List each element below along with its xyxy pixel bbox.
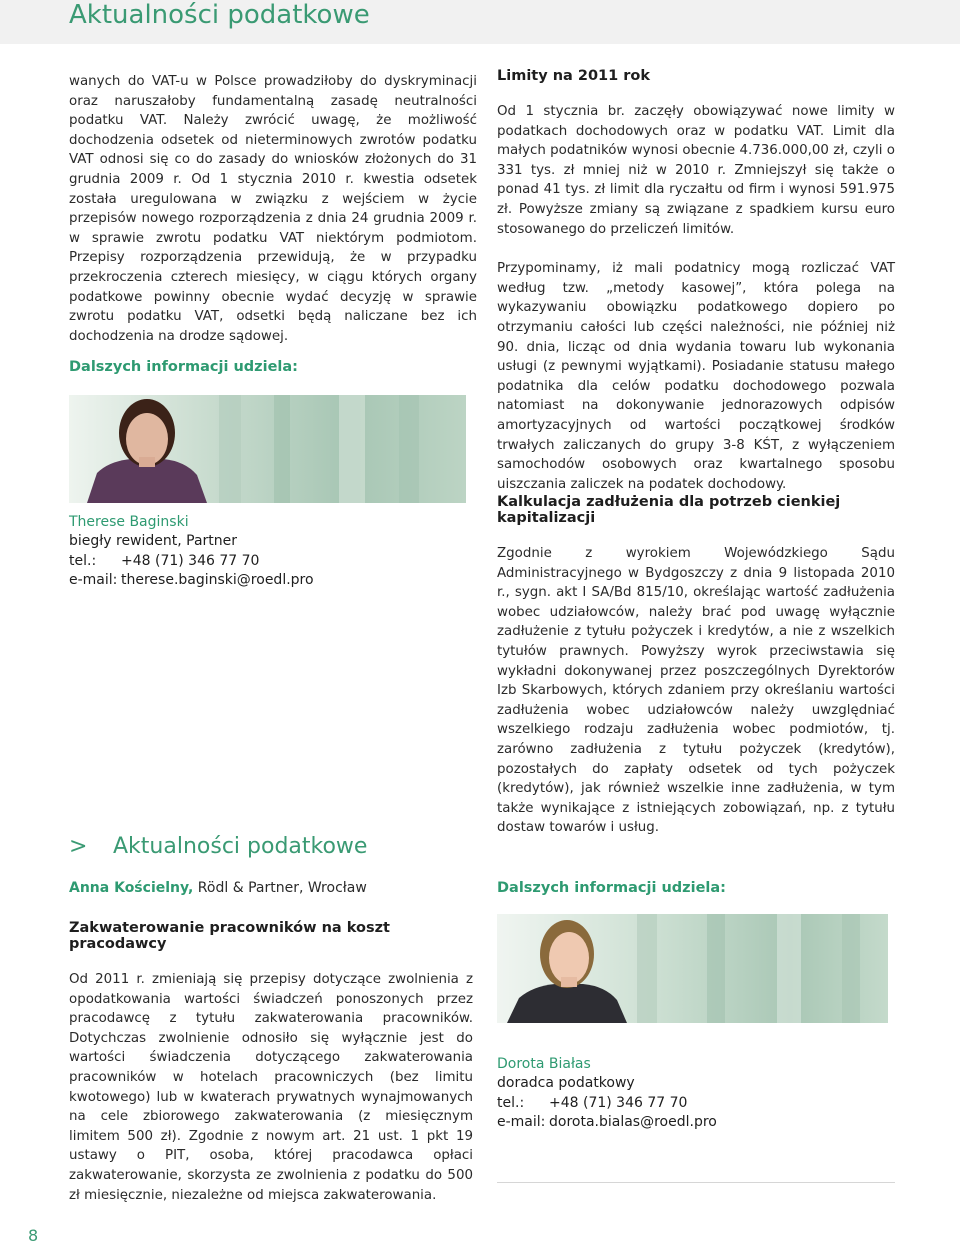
contact-card-dorota xyxy=(497,1055,857,1133)
info-heading-2: Dalszych informacji udziela: xyxy=(497,880,726,896)
page-number: 8 xyxy=(28,1226,39,1245)
email-label: e-mail: xyxy=(497,1114,546,1130)
contact-role: biegły rewident, Partner xyxy=(69,533,238,549)
tel-label: tel.: xyxy=(69,552,97,569)
right-column xyxy=(497,68,895,494)
contact-tel: +48 (71) 346 77 70 xyxy=(121,552,260,569)
contact-name: Dorota Białas xyxy=(497,1056,591,1072)
capital-block xyxy=(497,494,895,838)
contact-card-therese xyxy=(69,513,429,591)
article-author xyxy=(69,880,477,896)
article-block xyxy=(69,920,473,1205)
contact-email-line xyxy=(497,1113,857,1133)
article-paragraph: Od 2011 r. zmieniają się przepisy dotyczące zwolnienia z opodatkowania wartości świadczeń ponoszonych przez pracodawcę z tytułu zakwaterowania pracowników. Dotychczas zwolnienie odnosiło się wyłącznie jest do wartości świadczenia dotyczącego zakwaterowania pracowników w hotelach pracowniczych (bez limitu kwotowego) lub w kwaterach prywatnych wynajmowanych na cele zbiorowego zakwaterowania (z miesięcznym limitem 500 zł). Zgodnie z nowym art. 21 ust. 1 pkt 19 ustawy o PIT, osoba, której pracodawca opłaci zakwaterowanie, skorzysta ze zwolnienia z podatku do 500 zł miesięcznie, niezależne od miejsca zakwaterowania. xyxy=(69,972,473,1203)
capital-heading: Kalkulacja zadłużenia dla potrzeb cienkiej kapitalizacji xyxy=(497,494,841,526)
section2-info-block xyxy=(497,880,895,896)
portrait-image xyxy=(497,914,888,1023)
contact-tel-line xyxy=(497,1094,857,1114)
article-heading: Zakwaterowanie pracowników na koszt pracodawcy xyxy=(69,920,390,952)
contact-name: Therese Baginski xyxy=(69,514,189,530)
left-paragraph: wanych do VAT-u w Polsce prowadziłoby do dyskryminacji oraz naruszałoby fundamentalną zasadę neutralności podatku VAT. Należy zwrócić uwagę, że możliwość dochodzenia odsetek od nieterminowych zwrotów podatku VAT odnosi się co do zasady do wniosków złożonych do 31 grudnia 2009 r. Od 1 stycznia 2010 r. kwestia odsetek została uregulowana w związku z wejściem w życie przepisów nowego rozporządzenia z dnia 24 grudnia 2009 r. w sprawie zwrotu podatku VAT niektórym podmiotom. Przepisy rozporządzenia przewidują, że w przypadku przekroczenia czterech miesięcy, w ciągu których organy podatkowe powinny obecnie wydać decyzję w sprawie zwrotu podatku VAT, odsetki będą naliczane bez ich dochodzenia na drodze sądowej. xyxy=(69,74,477,344)
portrait-image xyxy=(69,395,466,503)
contact-tel: +48 (71) 346 77 70 xyxy=(549,1094,688,1111)
contact-tel-line xyxy=(69,552,429,572)
section2-title-text: Aktualności podatkowe xyxy=(113,834,368,859)
contact-email-link[interactable]: dorota.bialas@roedl.pro xyxy=(549,1114,717,1130)
tel-label: tel.: xyxy=(497,1094,525,1111)
author-affiliation: Rödl & Partner, Wrocław xyxy=(193,880,367,896)
section2-title xyxy=(69,834,367,859)
page-title: Aktualności podatkowe xyxy=(69,0,370,30)
divider-line xyxy=(497,1182,895,1183)
author-name: Anna Kościelny, xyxy=(69,880,194,896)
chevron-right-icon: > xyxy=(69,834,88,859)
capital-paragraph: Zgodnie z wyrokiem Wojewódzkiego Sądu Administracyjnego w Bydgoszczy z dnia 9 listopada 2010 r., sygn. akt I SA/Bd 815/10, określając wartość zadłużenia wobec udziałowców, należy brać pod uwagę wyłącznie zadłużenie z tytułu pożyczek i kredytów, a nie z wszelkich tytułów prawnych. Powyższy wyrok przeciwstawia się wykładni dokonywanej przez poszczególnych Dyrektorów Izb Skarbowych, których zdaniem przy określaniu wartości zadłużenia wobec udziałowców należy uwzględniać wszelkiego rodzaju zadłużenia wobec podmiotów, tj. zarówno zadłużenia z tytułu pożyczek (kredytów), pozostałych do zapłaty odsetek od tych pożyczek (kredytów), jak również wszelkie inne zadłużenia, w tym także wynikające z istniejących zobowiązań, np. z tytułu dostaw towarów i usług. xyxy=(497,546,895,836)
limits-paragraph-1: Od 1 stycznia br. zaczęły obowiązywać nowe limity w podatkach dochodowych oraz w podatku VAT. Limit dla małych podatników wynosi obecnie 4.736.000,00 zł, czyli o 331 tys. zł mniej niż w 2010 r. Zmniejszył się także o ponad 41 tys. zł limit dla ryczałtu od firm i wynosi 591.975 zł. Powyższe zmiany są związane z spadkiem kursu euro stosowanego do przeliczeń limitów. xyxy=(497,104,895,237)
contact-photo-dorota xyxy=(497,914,888,1023)
limits-heading: Limity na 2011 rok xyxy=(497,68,651,84)
left-info-block xyxy=(69,359,477,375)
limits-paragraph-2: Przypominamy, iż mali podatnicy mogą rozliczać VAT według tzw. „metody kasowej”, która polega na wykazywaniu obowiązku podatkowego dopiero po otrzymaniu całości lub części należności, nie później niż 90. dnia, licząc od dnia wydania towaru lub wykonania usługi (z pewnymi wyjątkami). Posiadanie statusu małego podatnika dla celów podatku dochodowego pozwala natomiast na dokonywanie jednorazowych odpisów amortyzacyjnych od wartości początkowej środków trwałych zaliczanych do grupy 3-8 KŚT, z wyłączeniem samochodów osobowych oraz kwartalnego sposobu uiszczania zaliczek na podatek dochodowy. xyxy=(497,261,895,492)
contact-photo-therese xyxy=(69,395,466,503)
contact-role: doradca podatkowy xyxy=(497,1075,635,1091)
author-line xyxy=(69,880,477,896)
left-column xyxy=(69,72,477,346)
contact-email-link[interactable]: therese.baginski@roedl.pro xyxy=(121,572,314,588)
email-label: e-mail: xyxy=(69,572,118,588)
info-heading: Dalszych informacji udziela: xyxy=(69,359,298,375)
contact-email-line xyxy=(69,571,429,591)
